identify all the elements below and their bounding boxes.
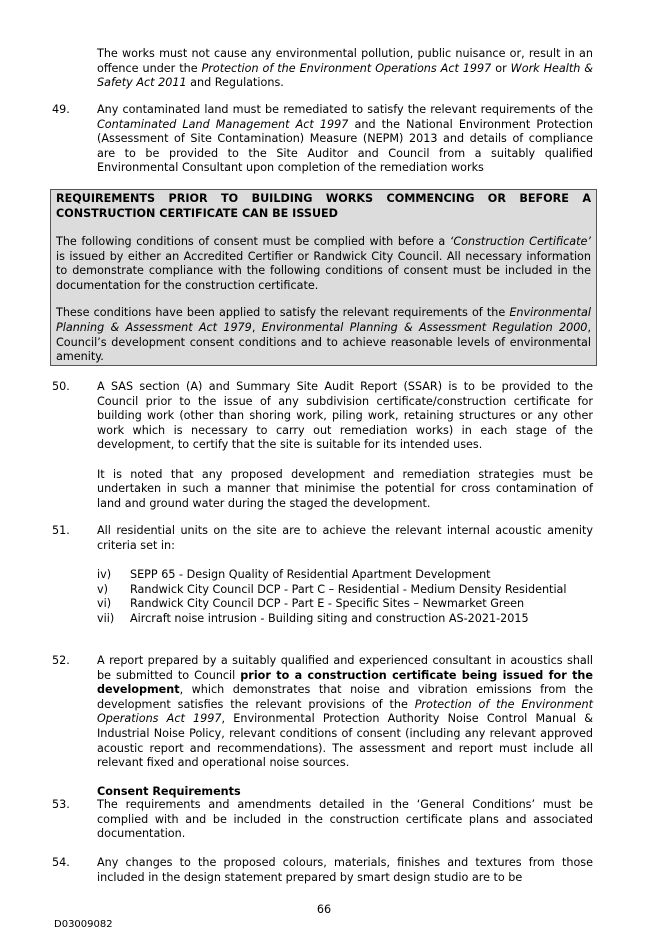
condition-number: 54.: [52, 856, 70, 869]
intro-text-3: and Regulations.: [186, 76, 284, 90]
condition-number: 50.: [52, 380, 70, 393]
c52-text-1: A report prepared by a suitably qualified and experienced consultant in acoustics shall be submitted to Council: [97, 654, 593, 682]
list-item: [97, 568, 593, 583]
c52-act: Protection of the Environment Operations Act 1997: [97, 697, 593, 726]
condition-54-text: Any changes to the proposed colours, materials, finishes and textures from those included in the design statement prepared by smart design studio are to be: [97, 856, 593, 884]
c52-text-3: , Environmental Protection Authority Noise Control Manual & Industrial Noise Policy, relevant conditions of consent (including any relevant approved acoustic report and recommendations). The assessment and report must include all relevant fixed and operational noise sources.: [97, 712, 594, 770]
requirements-box: [50, 189, 597, 366]
condition-50-paragraph-2: It is noted that any proposed development and remediation strategies must be undertaken in such a manner that minimise the potential for cross contamination of land and ground water during the staged the development.: [97, 467, 593, 510]
condition-51-text: All residential units on the site are to achieve the relevant internal acoustic amenity criteria set in:: [97, 524, 593, 552]
box-p2-text-1: These conditions have been applied to satisfy the relevant requirements of the: [56, 306, 510, 320]
condition-number: 49.: [52, 103, 70, 116]
c49-text-1: Any contaminated land must be remediated to satisfy the relevant requirements of the: [97, 103, 593, 116]
list-item-text: Randwick City Council DCP - Part E - Specific Sites – Newmarket Green: [130, 597, 525, 611]
intro-act-2: Work Health & Safety Act 2011: [97, 61, 594, 90]
condition-54: [52, 856, 593, 885]
document-id: D03009082: [54, 919, 113, 930]
c49-act: Contaminated Land Management Act 1997: [97, 117, 349, 131]
condition-53-text: The requirements and amendments detailed in the ‘General Conditions’ must be complied with and be included in the construction certificate plans and associated documentation.: [97, 798, 593, 841]
list-item-text: Randwick City Council DCP - Part C – Residential - Medium Density Residential: [130, 582, 567, 596]
list-item-text: SEPP 65 - Design Quality of Residential Apartment Development: [130, 568, 491, 581]
list-item-number: vi): [97, 597, 112, 611]
list-item: [97, 612, 593, 627]
page-number: 66: [316, 903, 332, 916]
box-p2-act-2: Environmental Planning & Assessment Regulation 2000: [261, 320, 588, 334]
intro-act-1: Protection of the Environment Operations Act 1997: [201, 61, 492, 75]
consent-requirements-heading: Consent Requirements: [97, 785, 241, 798]
condition-number: 53.: [52, 798, 70, 811]
condition-49: [52, 103, 593, 176]
list-item: [97, 583, 593, 598]
acoustic-criteria-list: [97, 568, 593, 626]
box-p1-text-2: is issued by either an Accredited Certifier or Randwick City Council. All necessary information to demonstrate compliance with the following conditions of consent must be included in the documentation for the construction certificate.: [56, 249, 591, 292]
c52-text-2: , which demonstrates that noise and vibration emissions from the development satisfies the relevant provisions of the: [97, 683, 593, 711]
box-p2-text-2: ,: [251, 320, 262, 334]
condition-number: 51.: [52, 524, 70, 537]
box-p2-act-1: Environmental Planning & Assessment Act 1979: [56, 306, 591, 334]
box-p1-text-1: The following conditions of consent must be complied with before a: [56, 235, 450, 248]
box-p1-italic: ‘Construction Certificate’: [449, 235, 591, 248]
c49-text-2: and the National Environment Protection (Assessment of Site Contamination) Measure (NEPM) 2013 and details of compliance are to be provided to the Site Auditor and Council from a suitably qualified Environmental Consultant upon completion of the remediation works: [97, 117, 593, 175]
condition-52: [52, 654, 593, 771]
list-item-number: v): [97, 582, 108, 596]
condition-53: [52, 798, 593, 842]
list-item-text: Aircraft noise intrusion - Building siting and construction AS-2021-2015: [130, 611, 529, 625]
requirements-heading: REQUIREMENTS PRIOR TO BUILDING WORKS COMMENCING OR BEFORE A CONSTRUCTION CERTIFICATE CAN BE ISSUED: [56, 192, 591, 220]
requirements-paragraph-2: [56, 306, 591, 364]
list-item-number: vii): [97, 611, 115, 625]
condition-number: 52.: [52, 654, 70, 667]
condition-50-paragraph-1: A SAS section (A) and Summary Site Audit Report (SSAR) is to be provided to the Council prior to the issue of any subdivision certificate/construction certificate for building work (other than shoring work, piling work, retaining structures or any other work which is necessary to carry out remediation works) in each stage of the development, to certify that the site is suitable for its intended uses.: [97, 380, 593, 452]
intro-text-2: or: [491, 61, 511, 75]
c52-bold: prior to a construction certificate being issued for the development: [97, 668, 593, 697]
condition-49-text: [97, 103, 593, 176]
requirements-paragraph-1: [56, 235, 591, 293]
box-p2-text-3: , Council’s development consent conditions and to achieve reasonable levels of environmental amenity.: [56, 320, 591, 364]
list-item-number: iv): [97, 568, 112, 581]
intro-text: The works must not cause any environmental pollution, public nuisance or, result in an offence under the: [97, 47, 593, 75]
intro-paragraph: [97, 47, 593, 91]
condition-52-text: [97, 654, 593, 771]
list-item: [97, 597, 593, 612]
condition-50: [52, 380, 593, 511]
condition-51: [52, 524, 593, 553]
